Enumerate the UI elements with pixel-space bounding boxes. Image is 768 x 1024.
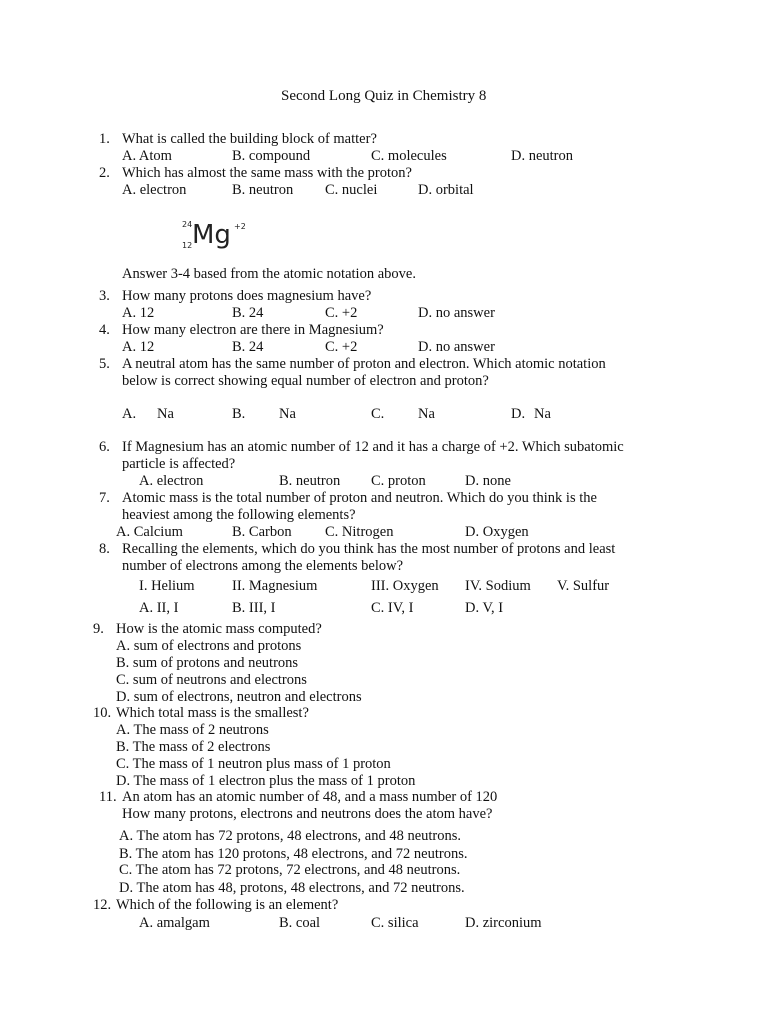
option-b: B. The atom has 120 protons, 48 electrons, and 72 neutrons. (119, 846, 468, 862)
option-a: A. Calcium (116, 524, 183, 540)
option-c: C. +2 (325, 305, 358, 321)
option-b: B. neutron (279, 473, 341, 489)
option-d: D. orbital (418, 182, 474, 198)
option-b: B. 24 (232, 305, 264, 321)
option-b: B. coal (279, 915, 321, 931)
question-number: 10. (93, 705, 112, 721)
question-number: 6. (99, 439, 110, 455)
question-text: Recalling the elements, which do you think has the most number of protons and least (122, 541, 616, 557)
question-text: Which total mass is the smallest? (116, 705, 309, 721)
question-number: 7. (99, 490, 110, 506)
question-number: 4. (99, 322, 110, 338)
option-d: D. none (465, 473, 511, 489)
element-item: IV. Sodium (465, 578, 531, 594)
question-text: Which has almost the same mass with the proton? (122, 165, 412, 181)
question-text: An atom has an atomic number of 48, and a mass number of 120 (122, 789, 498, 805)
instruction: Answer 3-4 based from the atomic notation above. (122, 266, 416, 282)
option-b-letter: B. (232, 406, 246, 422)
element-symbol: Mg (192, 220, 231, 250)
element-item: I. Helium (139, 578, 195, 594)
option-a-letter: A. (122, 406, 137, 422)
option-a: A. The atom has 72 protons, 48 electrons, and 48 neutrons. (119, 828, 462, 844)
question-number: 1. (99, 131, 110, 147)
option-b: B. Carbon (232, 524, 292, 540)
element-item: III. Oxygen (371, 578, 439, 594)
option-c: C. +2 (325, 339, 358, 355)
question-text: How many protons does magnesium have? (122, 288, 372, 304)
option-c-symbol: Na (418, 406, 435, 422)
question-number: 2. (99, 165, 110, 181)
question-text-continued: How many protons, electrons and neutrons does the atom have? (122, 806, 493, 822)
question-text-continued: particle is affected? (122, 456, 236, 472)
question-text: How many electron are there in Magnesium? (122, 322, 384, 338)
option-d: D. The atom has 48, protons, 48 electrons, and 72 neutrons. (119, 880, 465, 896)
question-text: If Magnesium has an atomic number of 12 and it has a charge of +2. Which subatomic (122, 439, 624, 455)
option-a: A. electron (139, 473, 204, 489)
option-d-symbol: Na (534, 406, 551, 422)
option-c: C. silica (371, 915, 419, 931)
question-text: Which of the following is an element? (116, 897, 339, 913)
question-number: 11. (99, 789, 117, 805)
question-text-continued: heaviest among the following elements? (122, 507, 356, 523)
option-a: A. electron (122, 182, 187, 198)
option-a: A. 12 (122, 305, 155, 321)
page-title: Second Long Quiz in Chemistry 8 (281, 88, 487, 104)
option-d: D. zirconium (465, 915, 542, 931)
question-number: 12. (93, 897, 112, 913)
question-text: A neutral atom has the same number of proton and electron. Which atomic notation (122, 356, 606, 372)
question-text-continued: number of electrons among the elements below? (122, 558, 404, 574)
question-text: How is the atomic mass computed? (116, 621, 322, 637)
option-d: D. The mass of 1 electron plus the mass of 1 proton (116, 773, 416, 789)
option-c-letter: C. (371, 406, 385, 422)
mass-number: 24 (182, 220, 193, 229)
question-number: 3. (99, 288, 110, 304)
option-b-symbol: Na (279, 406, 296, 422)
question-text: Atomic mass is the total number of proton and neutron. Which do you think is the (122, 490, 597, 506)
option-b: B. The mass of 2 electrons (116, 739, 271, 755)
option-d-letter: D. (511, 406, 526, 422)
option-c: C. The atom has 72 protons, 72 electrons, and 48 neutrons. (119, 862, 461, 878)
option-b: B. compound (232, 148, 311, 164)
charge: +2 (234, 222, 246, 231)
option-a: A. amalgam (139, 915, 210, 931)
option-d: D. sum of electrons, neutron and electrons (116, 689, 362, 705)
option-c: C. proton (371, 473, 426, 489)
option-b: B. sum of protons and neutrons (116, 655, 299, 671)
option-d: D. V, I (465, 600, 504, 616)
option-c: C. sum of neutrons and electrons (116, 672, 307, 688)
option-a: A. II, I (139, 600, 179, 616)
question-text-continued: below is correct showing equal number of electron and proton? (122, 373, 489, 389)
option-c: C. The mass of 1 neutron plus mass of 1 proton (116, 756, 391, 772)
option-d: D. neutron (511, 148, 574, 164)
option-d: D. Oxygen (465, 524, 529, 540)
option-a: A. The mass of 2 neutrons (116, 722, 269, 738)
question-number: 9. (93, 621, 104, 637)
option-c: C. molecules (371, 148, 447, 164)
element-item: V. Sulfur (557, 578, 610, 594)
option-b: B. 24 (232, 339, 264, 355)
option-b: B. neutron (232, 182, 294, 198)
option-a: A. Atom (122, 148, 172, 164)
option-a: A. sum of electrons and protons (116, 638, 302, 654)
atomic-number: 12 (182, 241, 193, 250)
option-c: C. IV, I (371, 600, 414, 616)
option-a: A. 12 (122, 339, 155, 355)
option-d: D. no answer (418, 339, 495, 355)
option-c: C. Nitrogen (325, 524, 394, 540)
question-text: What is called the building block of matter? (122, 131, 377, 147)
option-c: C. nuclei (325, 182, 378, 198)
option-d: D. no answer (418, 305, 495, 321)
element-item: II. Magnesium (232, 578, 318, 594)
question-number: 8. (99, 541, 110, 557)
option-b: B. III, I (232, 600, 276, 616)
option-a-symbol: Na (157, 406, 174, 422)
question-number: 5. (99, 356, 110, 372)
